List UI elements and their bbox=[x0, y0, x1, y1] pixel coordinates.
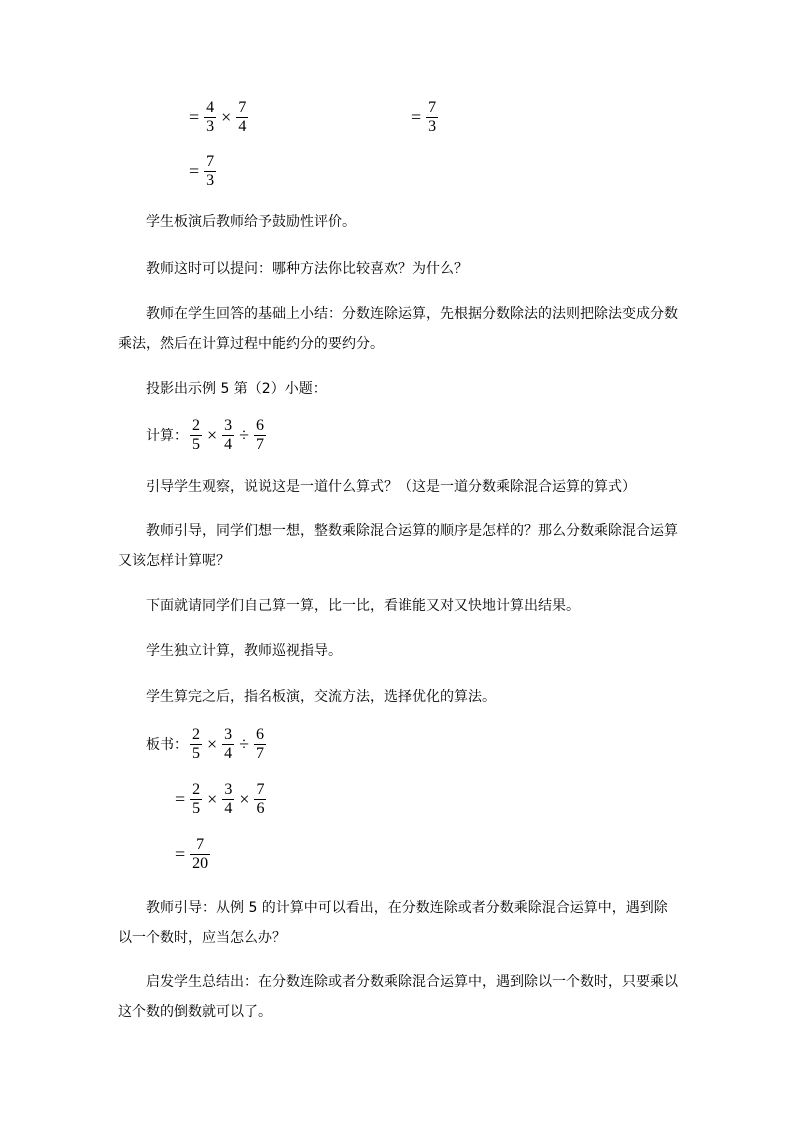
times-sign: × bbox=[239, 788, 250, 809]
paragraph: 下面就请同学们自己算一算，比一比，看谁能又对又快地计算出结果。 bbox=[146, 598, 580, 614]
equals-sign: = bbox=[175, 843, 186, 864]
equals-sign: = bbox=[189, 160, 200, 181]
times-sign: × bbox=[207, 733, 218, 754]
paragraph: 教师这时可以提问：哪种方法你比较喜欢？为什么？ bbox=[146, 261, 468, 277]
fraction: $\frac{7}{20}$ bbox=[192, 835, 209, 872]
paragraph: 教师引导，同学们想一想，整数乘除混合运算的顺序是怎样的？那么分数乘除混合运算又该怎样计算呢？ bbox=[118, 523, 678, 569]
fraction: $\frac{6}{7}$ bbox=[256, 725, 265, 762]
board-line-3 bbox=[172, 832, 212, 876]
fraction: $\frac{2}{5}$ bbox=[192, 416, 200, 453]
board-label: 板书： bbox=[146, 737, 188, 753]
equals-sign: = bbox=[411, 106, 422, 127]
paragraph: 教师引导：从例 5 的计算中可以看出，在分数连除或者分数乘除混合运算中，遇到除以一个数时，应当怎么办？ bbox=[118, 900, 668, 946]
equation-line-2 bbox=[186, 149, 218, 193]
paragraph: 学生板演后教师给予鼓励性评价。 bbox=[146, 214, 356, 230]
paragraph: 学生算完之后，指名板演，交流方法，选择优化的算法。 bbox=[146, 689, 496, 705]
fraction: $\frac{2}{5}$ bbox=[192, 725, 200, 762]
divide-sign: ÷ bbox=[239, 733, 250, 754]
equation-line-1-right bbox=[408, 95, 440, 139]
expression-label: 计算： bbox=[146, 428, 188, 444]
fraction: $\frac{3}{4}$ bbox=[224, 725, 233, 762]
paragraph: 引导学生观察，说说这是一道什么算式？（这是一道分数乘除混合运算的算式） bbox=[146, 479, 636, 495]
fraction: $\frac{3}{4}$ bbox=[224, 780, 233, 817]
paragraph: 启发学生总结出：在分数连除或者分数乘除混合运算中，遇到除以一个数时，只要乘以这个数的倒数就可以了。 bbox=[118, 974, 678, 1020]
divide-sign: ÷ bbox=[239, 424, 250, 445]
board-line-1 bbox=[146, 722, 268, 766]
times-sign: × bbox=[207, 424, 218, 445]
board-line-2 bbox=[172, 777, 268, 821]
fraction: $\frac{7}{3}$ bbox=[428, 98, 437, 135]
equals-sign: = bbox=[189, 106, 200, 127]
fraction: $\frac{2}{5}$ bbox=[192, 780, 201, 817]
example-expression bbox=[146, 413, 268, 457]
equation-line-1-left bbox=[186, 95, 250, 139]
times-sign: × bbox=[207, 788, 218, 809]
fraction: $\frac{7}{6}$ bbox=[256, 780, 265, 817]
times-sign: × bbox=[221, 106, 232, 127]
paragraph: 学生独立计算，教师巡视指导。 bbox=[146, 643, 342, 659]
fraction: $\frac{3}{4}$ bbox=[224, 416, 233, 453]
fraction: $\frac{7}{4}$ bbox=[238, 98, 247, 135]
fraction: $\frac{7}{3}$ bbox=[206, 152, 215, 189]
paragraph: 教师在学生回答的基础上小结：分数连除运算，先根据分数除法的法则把除法变成分数乘法，然后在计算过程中能约分的要约分。 bbox=[118, 306, 678, 352]
fraction: $\frac{6}{7}$ bbox=[256, 416, 265, 453]
equals-sign: = bbox=[175, 788, 186, 809]
fraction: $\frac{4}{3}$ bbox=[206, 98, 215, 135]
paragraph: 投影出示例 5 第（2）小题： bbox=[146, 381, 327, 397]
